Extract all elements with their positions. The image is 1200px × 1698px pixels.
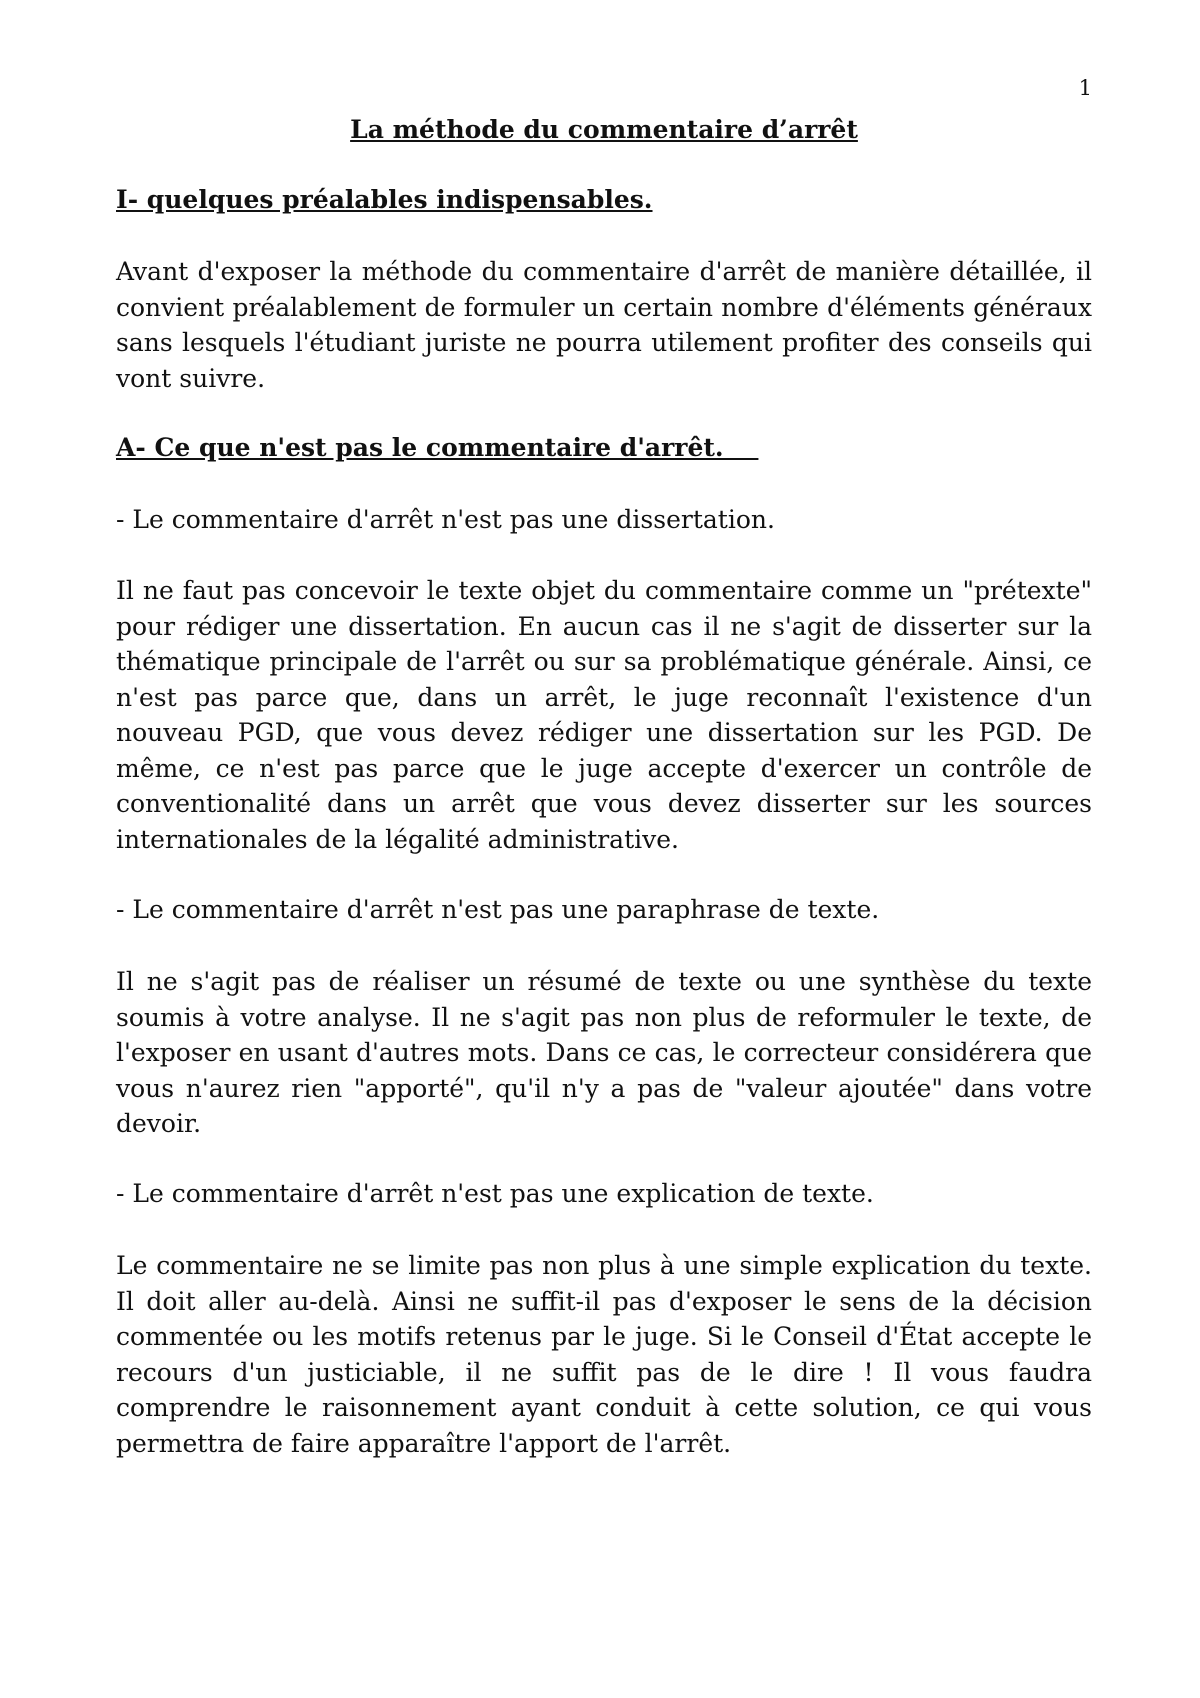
- subsection-heading-what-it-is-not: A- Ce que n'est pas le commentaire d'arrêt.: [116, 433, 759, 462]
- document-title: La méthode du commentaire d’arrêt: [350, 115, 858, 144]
- intro-paragraph: Avant d'exposer la méthode du commentaire d'arrêt de manière détaillée, il convient préalablement de formuler un certain nombre d'éléments généraux sans lesquels l'étudiant juriste ne pourra utilement profiter des conseils qui vont suivre.: [116, 257, 1092, 393]
- section-heading-preliminaries: I- quelques préalables indispensables.: [116, 185, 653, 214]
- paragraph-not-paraphrase: Il ne s'agit pas de réaliser un résumé de texte ou une synthèse du texte soumis à votre analyse. Il ne s'agit pas non plus de reformuler le texte, de l'exposer en usant d'autres mots. Dans ce cas, le correcteur considérera que vous n'aurez rien "apporté", qu'il n'y a pas de "valeur ajoutée" dans votre devoir.: [116, 967, 1092, 1138]
- paragraph-not-explanation: Le commentaire ne se limite pas non plus à une simple explication du texte. Il doit aller au-delà. Ainsi ne suffit-il pas d'exposer le sens de la décision commentée ou les motifs retenus par le juge. Si le Conseil d'État accepte le recours d'un justiciable, il ne suffit pas de le dire ! Il vous faudra comprendre le raisonnement ayant conduit à cette solution, ce qui vous permettra de faire apparaître l'apport de l'arrêt.: [116, 1251, 1092, 1458]
- point-not-paraphrase: - Le commentaire d'arrêt n'est pas une paraphrase de texte.: [116, 895, 880, 924]
- paragraph-not-dissertation: Il ne faut pas concevoir le texte objet du commentaire comme un "prétexte" pour rédiger une dissertation. En aucun cas il ne s'agit de disserter sur la thématique principale de l'arrêt ou sur sa problématique générale. Ainsi, ce n'est pas parce que, dans un arrêt, le juge reconnaît l'existence d'un nouveau PGD, que vous devez rédiger une dissertation sur les PGD. De même, ce n'est pas parce que le juge accepte d'exercer un contrôle de conventionalité dans un arrêt que vous devez disserter sur les sources internationales de la légalité administrative.: [116, 576, 1092, 854]
- point-not-dissertation: - Le commentaire d'arrêt n'est pas une dissertation.: [116, 505, 775, 534]
- point-not-explanation: - Le commentaire d'arrêt n'est pas une explication de texte.: [116, 1179, 874, 1208]
- page-number: 1: [1078, 76, 1092, 100]
